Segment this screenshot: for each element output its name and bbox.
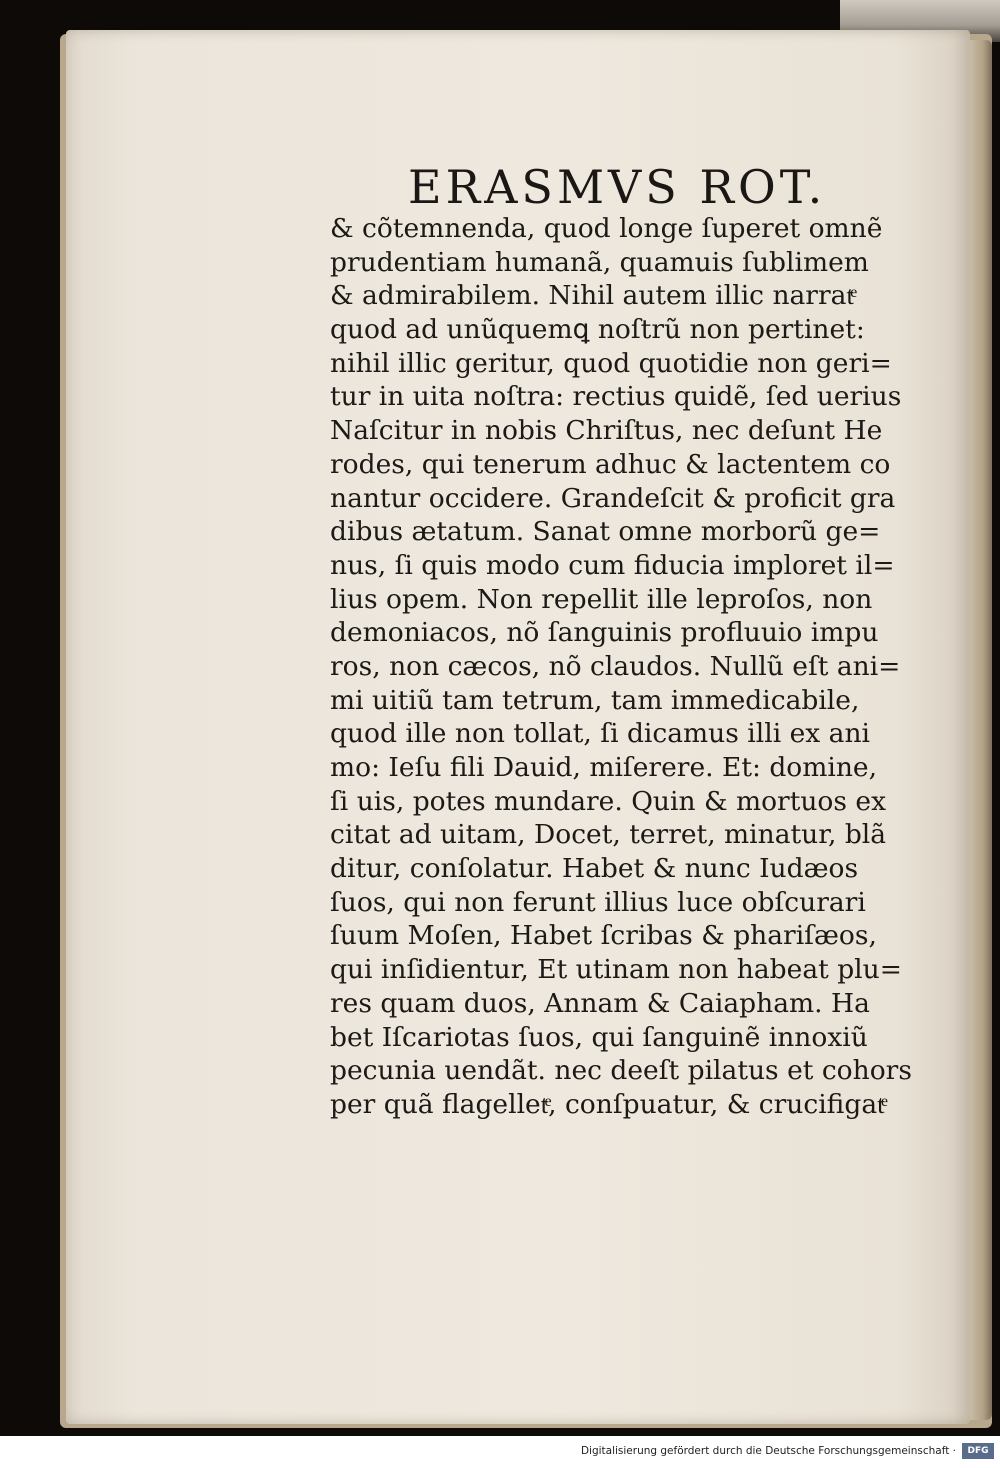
text-line: qui inſidientur, Et utinam non habeat plu= bbox=[330, 954, 902, 986]
text-line: & cõtemnenda, quod longe ſuperet omnẽ bbox=[330, 213, 883, 244]
text-line: demoniacos, nõ ſanguinis profluuio impu bbox=[330, 617, 879, 649]
text-line: nihil illic geritur, quod quotidie non geri= bbox=[330, 347, 892, 379]
funding-credit: Digitalisierung gefördert durch die Deutsche Forschungsgemeinschaft · bbox=[580, 1445, 956, 1457]
text-line: & admirabilem. Nihil autem illic narratͤ bbox=[330, 280, 854, 312]
text-line: nantur occidere. Grandeſcit & proficit gra bbox=[330, 482, 896, 514]
text-line: Naſcitur in nobis Chriſtus, nec deſunt He bbox=[330, 415, 883, 447]
text-line: bet Iſcariotas ſuos, qui ſanguinẽ innoxiũ bbox=[330, 1021, 868, 1053]
text-line: nus, ſi quis modo cum fiducia imploret il= bbox=[330, 549, 895, 581]
text-line: ſuum Moſen, Habet ſcribas & phariſæos, bbox=[330, 920, 877, 952]
text-line: pecunia uendãt. nec deeſt pilatus et cohors bbox=[330, 1055, 912, 1087]
text-line: ſi uis, potes mundare. Quin & mortuos ex bbox=[330, 785, 887, 817]
text-line: ros, non cæcos, nõ claudos. Nullũ eſt ani= bbox=[330, 650, 901, 682]
text-line: tur in uita noſtra: rectius quidẽ, ſed uerius bbox=[330, 381, 902, 413]
text-line: rodes, qui tenerum adhuc & lactentem co bbox=[330, 448, 891, 480]
text-line: citat ad uitam, Docet, terret, minatur, blã bbox=[330, 819, 887, 851]
text-line: prudentiam humanã, quamuis ſublimem bbox=[330, 246, 869, 278]
text-line: ſuos, qui non ferunt illius luce obſcurari bbox=[330, 886, 866, 918]
text-line: lius opem. Non repellit ille leproſos, non bbox=[330, 583, 873, 615]
text-line: res quam duos, Annam & Caiapham. Ha bbox=[330, 987, 870, 1019]
text-line: dibus ætatum. Sanat omne morborũ ge= bbox=[330, 516, 881, 548]
text-line: per quã flagelletͤ, conſpuatur, & crucifigatͤ bbox=[330, 1088, 885, 1120]
text-line: mo: Ieſu fili Dauid, miſerere. Et: domine, bbox=[330, 752, 878, 783]
text-line: quod ille non tollat, ſi dicamus illi ex ani bbox=[330, 718, 870, 750]
dfg-logo: DFG bbox=[962, 1443, 994, 1459]
digitization-credit-bar bbox=[0, 1436, 1000, 1468]
text-line: ditur, conſolatur. Habet & nunc Iudæos bbox=[330, 853, 859, 885]
body-text bbox=[330, 212, 930, 1122]
text-line: quod ad unũquemꝗ noſtrũ non pertinet: bbox=[330, 314, 865, 346]
page-fore-edge bbox=[970, 40, 992, 1420]
text-line: mi uitiũ tam tetrum, tam immedicabile, bbox=[330, 684, 860, 716]
running-title: ERASMVS ROT. bbox=[408, 160, 827, 214]
